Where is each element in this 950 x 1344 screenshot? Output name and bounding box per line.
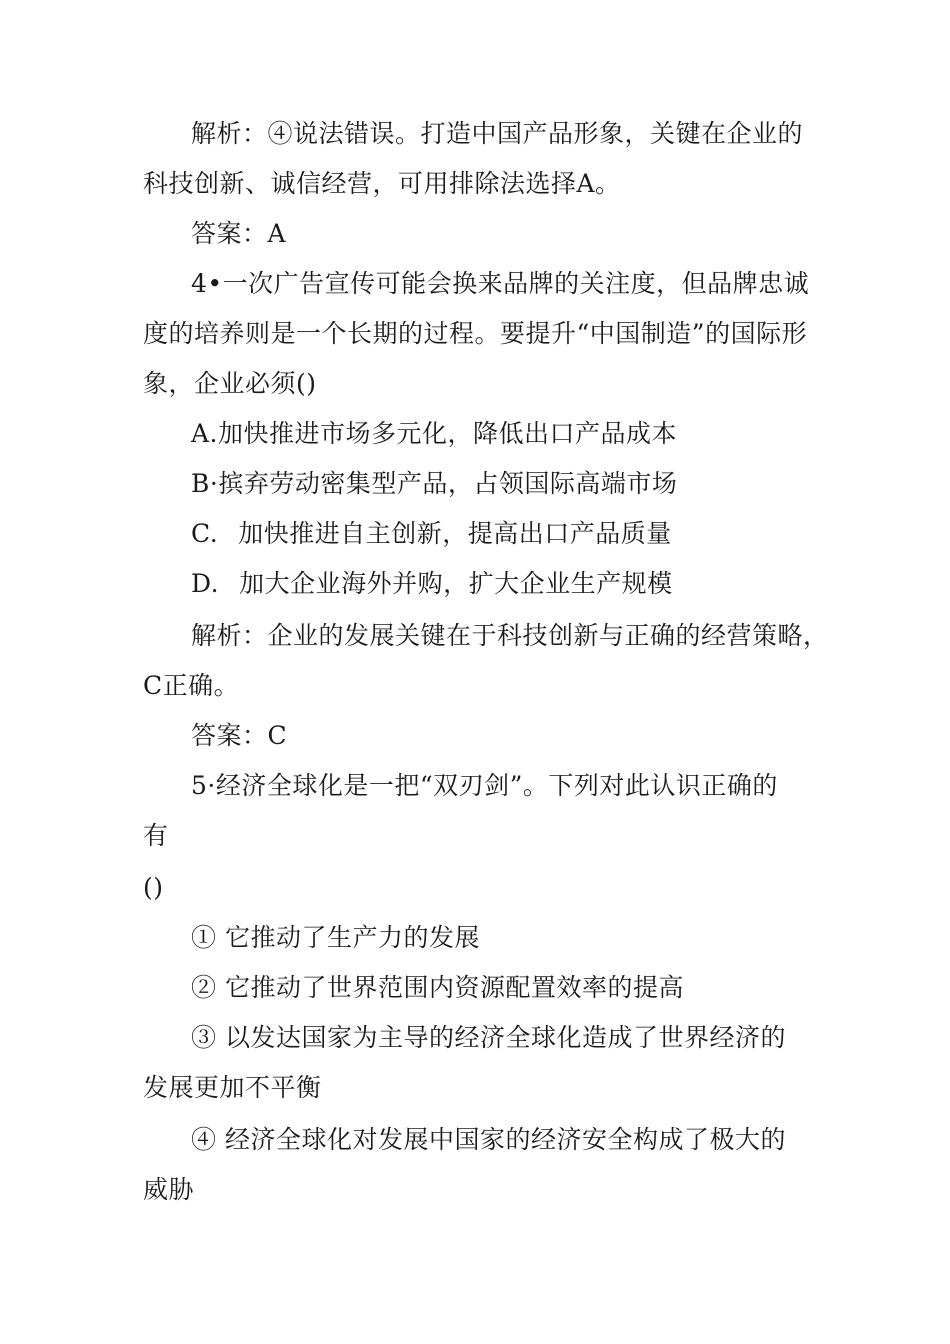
analysis-4-line-1: 解析：企业的发展关键在于科技创新与正确的经营策略， <box>191 621 829 650</box>
question-5-line-2: 有 <box>143 821 169 850</box>
answer-3: 答案：A <box>191 219 287 248</box>
statement-1: ① 它推动了生产力的发展 <box>191 923 480 952</box>
statement-4-line-1: ④ 经济全球化对发展中国家的经济安全构成了极大的 <box>191 1125 786 1154</box>
option-c-letter: C. <box>191 519 219 548</box>
statement-3-line-1: ③ 以发达国家为主导的经济全球化造成了世界经济的 <box>191 1023 786 1052</box>
option-c-text: 加快推进自主创新，提高出口产品质量 <box>238 519 672 548</box>
option-b: B·摈弃劳动密集型产品，占领国际高端市场 <box>191 469 678 498</box>
analysis-3-line-2: 科技创新、诚信经营，可用排除法选择A。 <box>143 169 621 198</box>
statement-2: ② 它推动了世界范围内资源配置效率的提高 <box>191 973 684 1002</box>
option-d <box>191 568 673 600</box>
option-d-letter: D. <box>191 569 220 598</box>
analysis-3-line-1: 解析：④说法错误。打造中国产品形象，关键在企业的 <box>191 119 804 148</box>
question-4-line-1: 4•一次广告宣传可能会换来品牌的关注度，但品牌忠诚 <box>191 269 810 298</box>
option-d-text: 加大企业海外并购，扩大企业生产规模 <box>239 569 673 598</box>
option-a: A.加快推进市场多元化，降低出口产品成本 <box>191 419 678 448</box>
question-4-line-2: 度的培养则是一个长期的过程。要提升“中国制造”的国际形 <box>143 319 808 348</box>
answer-4: 答案：C <box>191 721 288 750</box>
question-4-line-3: 象，企业必须() <box>143 369 317 398</box>
statement-3-line-2: 发展更加不平衡 <box>143 1073 322 1102</box>
option-c <box>191 518 672 550</box>
statement-4-line-2: 威胁 <box>143 1175 195 1204</box>
question-5-line-1: 5·经济全球化是一把“双刃剑”。下列对此认识正确的 <box>191 771 778 800</box>
question-5-line-3: () <box>143 873 164 902</box>
analysis-4-line-2: C正确。 <box>143 671 240 700</box>
